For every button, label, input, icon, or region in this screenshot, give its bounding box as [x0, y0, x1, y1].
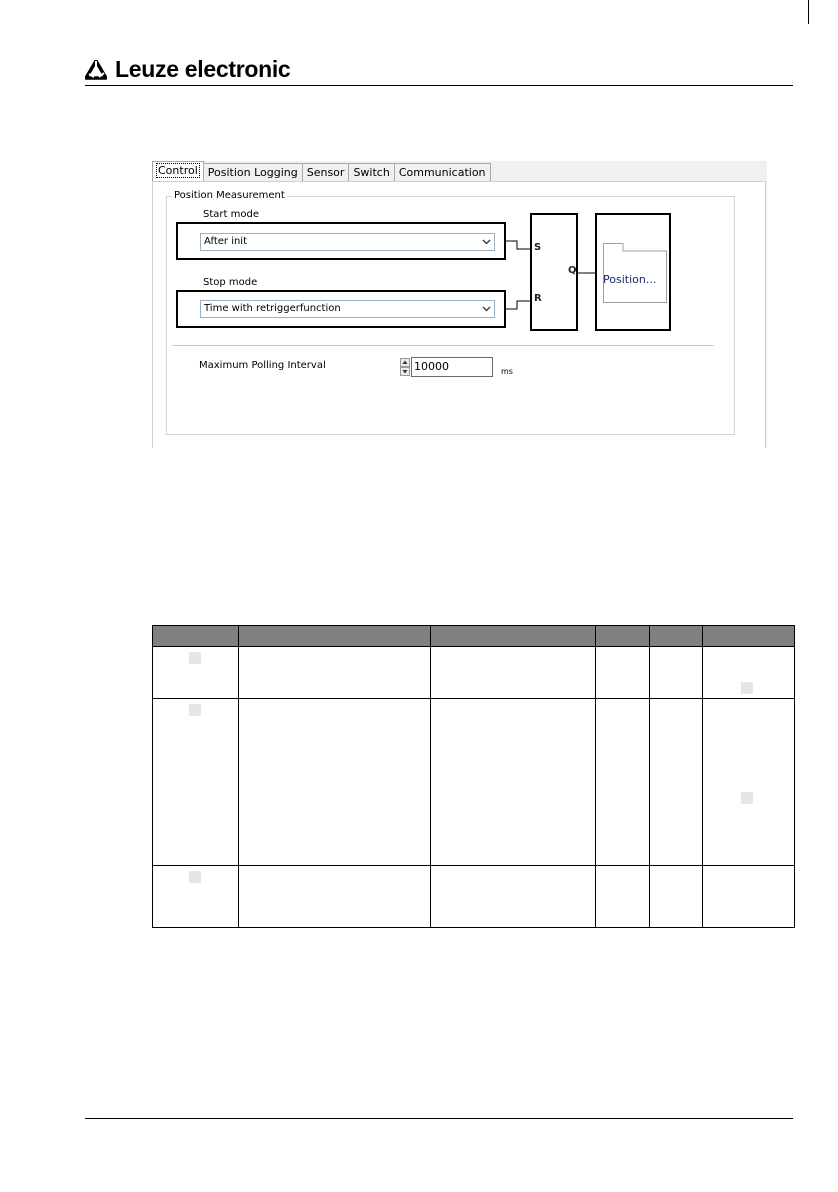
group-title: Position Measurement: [174, 190, 285, 201]
table-cell: [239, 647, 431, 699]
polling-interval-input[interactable]: 10000: [411, 357, 493, 377]
parameter-table: [152, 625, 795, 928]
table-cell: [596, 866, 650, 928]
placeholder-mark: [189, 871, 201, 883]
table-cell: [431, 647, 596, 699]
table-cell: [650, 866, 703, 928]
brand-name: Leuze electronic: [115, 56, 291, 82]
table-header-row: [153, 626, 795, 647]
tab-strip: [152, 163, 490, 182]
polling-unit: ms: [501, 367, 513, 376]
header-rule: [85, 85, 793, 86]
table-cell: [650, 647, 703, 699]
table-header-cell: [431, 626, 596, 647]
footer-rule: [85, 1118, 793, 1119]
polling-interval-label: Maximum Polling Interval: [199, 360, 326, 371]
tab-switch[interactable]: Switch: [348, 163, 394, 181]
position-block-label: Position...: [603, 273, 657, 286]
table-cell: [703, 866, 795, 928]
tab-sensor[interactable]: Sensor: [302, 163, 350, 181]
output-label: Q: [568, 265, 577, 276]
placeholder-mark: [189, 704, 201, 716]
table-cell: [431, 866, 596, 928]
start-mode-label: Start mode: [203, 209, 259, 220]
set-input-label: S: [534, 242, 542, 253]
table-cell: [431, 699, 596, 866]
table-cell: [153, 866, 239, 928]
control-dialog-screenshot: [152, 161, 767, 448]
table-cell: [703, 699, 795, 866]
stop-mode-select[interactable]: [200, 300, 495, 318]
reset-input-label: R: [534, 293, 542, 304]
placeholder-mark: [741, 682, 753, 694]
table-cell: [703, 647, 795, 699]
table-row: [153, 699, 795, 866]
polling-interval-spinner: [400, 357, 495, 378]
tab-control[interactable]: Control: [152, 161, 204, 181]
arrow-down-icon: [401, 368, 409, 375]
crop-mark: [808, 0, 809, 24]
leuze-logo-icon: [85, 60, 107, 80]
table-header-cell: [650, 626, 703, 647]
placeholder-mark: [741, 792, 753, 804]
spin-up-button[interactable]: [400, 358, 410, 367]
table-cell: [153, 647, 239, 699]
stop-mode-value: Time with retriggerfunction: [204, 303, 341, 314]
tab-communication[interactable]: Communication: [394, 163, 491, 181]
table-cell: [239, 699, 431, 866]
table-row: [153, 647, 795, 699]
group-separator: [172, 345, 714, 346]
placeholder-mark: [189, 652, 201, 664]
table-header-cell: [596, 626, 650, 647]
brand-logo: [85, 56, 290, 83]
table-header-cell: [239, 626, 431, 647]
table-header-cell: [703, 626, 795, 647]
table-row: [153, 866, 795, 928]
table-header-cell: [153, 626, 239, 647]
chevron-down-icon: [479, 302, 493, 316]
start-mode-select[interactable]: [200, 233, 495, 251]
table-cell: [239, 866, 431, 928]
start-mode-value: After init: [204, 236, 248, 247]
stop-mode-label: Stop mode: [203, 277, 258, 288]
chevron-down-icon: [479, 235, 493, 249]
arrow-up-icon: [401, 359, 409, 366]
table-cell: [596, 699, 650, 866]
table-cell: [650, 699, 703, 866]
table-cell: [153, 699, 239, 866]
table-cell: [596, 647, 650, 699]
tab-position-logging[interactable]: Position Logging: [203, 163, 303, 181]
spin-down-button[interactable]: [400, 367, 410, 376]
